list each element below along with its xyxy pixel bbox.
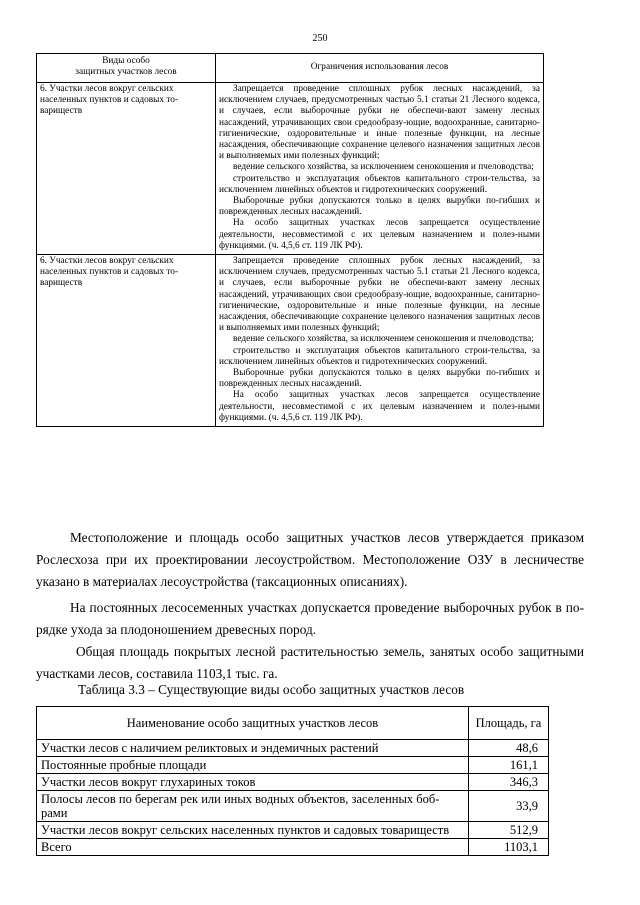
header-name: Наименование особо защитных участков лесов: [37, 707, 469, 740]
row-area: 48,6: [469, 740, 549, 757]
paragraph-seed-plots: На постоянных лесосеменных участках допускается проведение выборочных рубок в по-рядке ухода за плодоношением древесных пород.: [36, 600, 584, 637]
row-category: 6. Участки лесов вокруг сельских населенных пунктов и садовых то-вариществ: [37, 83, 216, 255]
table-row: [37, 822, 549, 839]
table-row: [37, 83, 544, 255]
restriction-paragraph: Выборочные рубки допускаются только в целях вырубки по-гибших и поврежденных лесных насаждений.: [219, 196, 540, 218]
row-name: Всего: [37, 839, 469, 856]
row-restrictions: [216, 255, 544, 427]
row-area: 33,9: [469, 791, 549, 822]
table-total-row: [37, 839, 549, 856]
restriction-paragraph: На особо защитных участках лесов запрещается осуществление деятельности, несовместимой с их целевым назначением и полез-ными функциями. (ч. 4,5,6 ст. 119 ЛК РФ).: [219, 218, 540, 251]
table-row: [37, 255, 544, 427]
paragraph-total-area: Общая площадь покрытых лесной растительностью земель, занятых особо защитными участками лесов, составила 1103,1 тыс. га.: [36, 644, 584, 681]
row-name: Участки лесов вокруг глухариных токов: [37, 774, 469, 791]
row-area: 1103,1: [469, 839, 549, 856]
row-category: 6. Участки лесов вокруг сельских населенных пунктов и садовых то-вариществ: [37, 255, 216, 427]
header-category: Виды особо защитных участков лесов: [37, 54, 216, 83]
table-row: [37, 774, 549, 791]
restriction-paragraph: строительство и эксплуатация объектов капитального строи-тельства, за исключением линейных объектов и гидротехнических сооружений.: [219, 345, 540, 367]
table-header-row: [37, 707, 549, 740]
restriction-paragraph: На особо защитных участках лесов запрещается осуществление деятельности, несовместимой с их целевым назначением и полез-ными функциями. (ч. 4,5,6 ст. 119 ЛК РФ).: [219, 390, 540, 423]
row-area: 161,1: [469, 757, 549, 774]
restriction-paragraph: ведение сельского хозяйства, за исключением сенокошения и пчеловодства;: [233, 334, 534, 345]
header-restrictions: Ограничения использования лесов: [216, 54, 544, 83]
paragraph-location: Местоположение и площадь особо защитных участков лесов утверждается приказом Рослесхоза при их проектировании лесоустройством. Местоположение ОЗУ в лесничестве указано в материалах лесоустройства (таксационных описаниях).: [36, 530, 584, 589]
restriction-paragraph: Выборочные рубки допускаются только в целях вырубки по-гибших и поврежденных лесных насаждений.: [219, 368, 540, 390]
table-row: [37, 757, 549, 774]
row-name: Участки лесов с наличием реликтовых и эндемичных растений: [37, 740, 469, 757]
header-area: Площадь, га: [469, 707, 549, 740]
restriction-paragraph: Запрещается проведение сплошных рубок лесных насаждений, за исключением случаев, предусмотренных частью 5.1 статьи 21 Лесного кодекса, и случаев, если выборочные рубки не обеспечи-вают замену лесных насаждений, утрачивающих свои средообразу-ющие, водоохранные, санитарно-гигиенические, оздоровительные и иные полезные функции, на лесные насаждения, обеспечивающие сохранение целевого назначения защитных лесов и выполняемых ими полезных функций;: [219, 256, 540, 334]
restriction-paragraph: строительство и эксплуатация объектов капитального строи-тельства, за исключением линейных объектов и гидротехнических сооружений.: [219, 173, 540, 195]
restriction-paragraph: ведение сельского хозяйства, за исключением сенокошения и пчеловодства;: [233, 162, 534, 173]
row-name: Участки лесов вокруг сельских населенных пунктов и садовых товариществ: [37, 822, 469, 839]
page-number: 250: [312, 33, 328, 44]
row-name: Полосы лесов по берегам рек или иных водных объектов, заселенных боб-рами: [37, 791, 469, 822]
table-row: [37, 791, 549, 822]
restrictions-table-header: [37, 54, 544, 83]
row-area: 346,3: [469, 774, 549, 791]
row-name: Постоянные пробные площади: [37, 757, 469, 774]
row-area: 512,9: [469, 822, 549, 839]
protected-areas-table: [36, 706, 549, 856]
table-row: [37, 740, 549, 757]
restriction-paragraph: Запрещается проведение сплошных рубок лесных насаждений, за исключением случаев, предусмотренных частью 5.1 статьи 21 Лесного кодекса, и случаев, если выборочные рубки не обеспечи-вают замену лесных насаждений, утрачивающих свои средообразу-ющие, водоохранные, санитарно-гигиенические, оздоровительные и иные полезные функции, на лесные насаждения, обеспечивающие сохранение целевого назначения защитных лесов и выполняемых ими полезных функций;: [219, 84, 540, 162]
table-caption: Таблица 3.3 – Существующие виды особо защитных участков лесов: [78, 682, 465, 697]
restrictions-table: [36, 53, 544, 427]
row-restrictions: [216, 83, 544, 255]
